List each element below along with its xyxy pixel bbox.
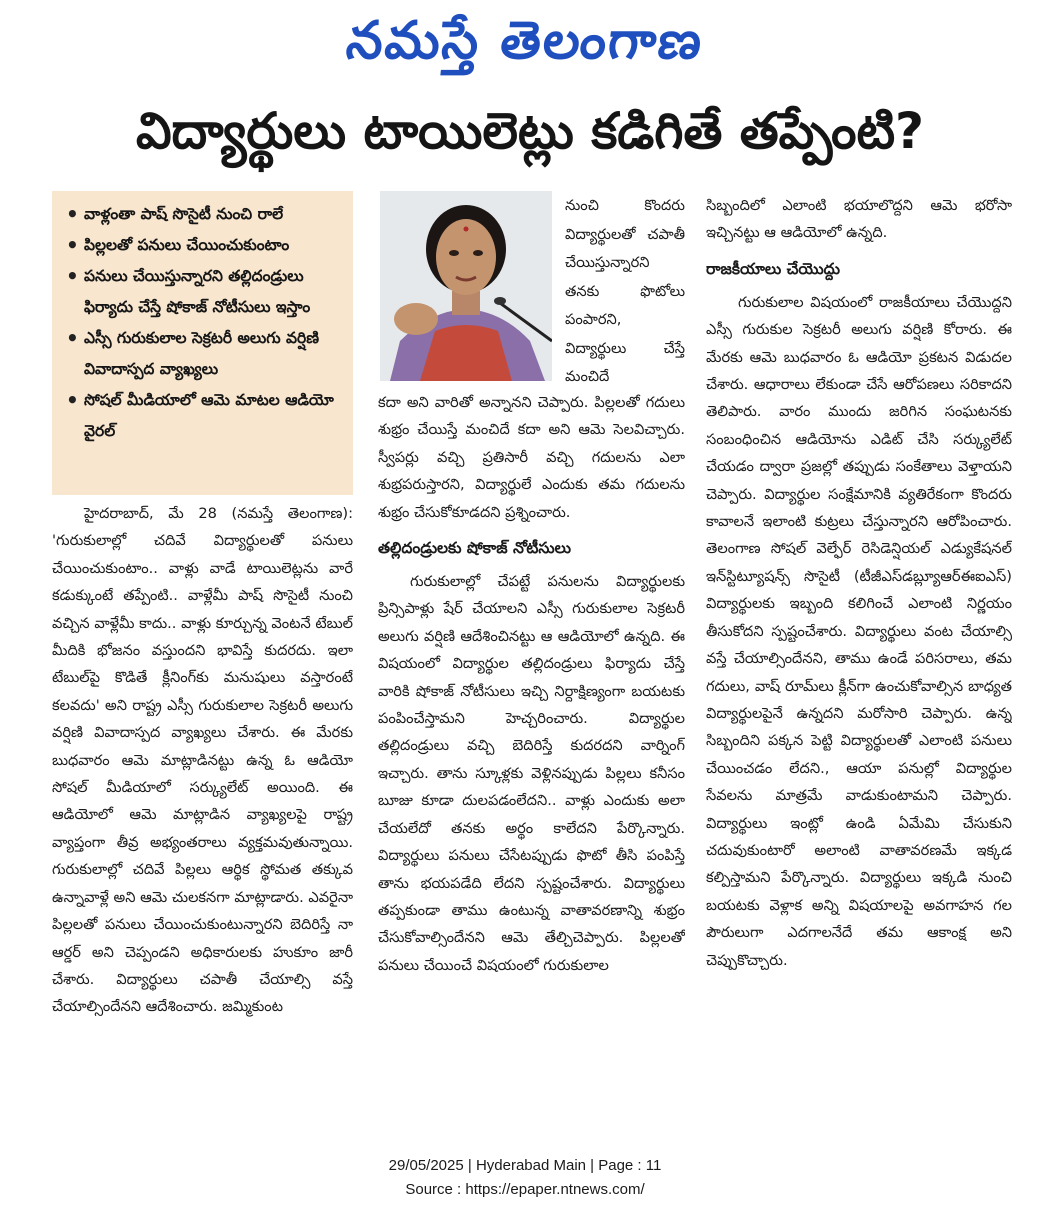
article-column-3 bbox=[706, 192, 1012, 1122]
footer-source-link[interactable]: Source : https://epaper.ntnews.com/ bbox=[405, 1181, 645, 1198]
highlight-item: • వాళ్లంతా పాష్ సొసైటీ నుంచి రాలే bbox=[62, 199, 347, 230]
cropped-left-edge bbox=[0, 110, 12, 1090]
newspaper-masthead: నమస్తే తెలంగాణ bbox=[343, 11, 707, 71]
highlight-item: • పనులు చేయిస్తున్నారని తల్లిదండ్రులు ఫిర్యాదు చేస్తే షోకాజ్ నోటీసులు ఇస్తాం bbox=[62, 261, 347, 323]
article-paragraph: హైదరాబాద్, మే 28 (నమస్తే తెలంగాణ): 'గురుకులాల్లో చదివే విద్యార్థులతో పనులు చేయించుకుంటాం.. వాళ్లు వాడే టాయిలెట్లను వారే కడుక్కుంటే తప్పేంటి.. వాళ్లేమీ పాష్ సొసైటీ నుంచి వచ్చిన వాళ్లేమీ కాదు.. వాళ్లు కూర్చున్న వెంటనే టేబుల్ మీదికి భోజనం వస్తుందని భావిస్తే కుదరదు. ఇలా టేబుల్‌పై కొడితే క్లీనింగ్‌కు మనుషులు వస్తారంటే కలవదు' అని రాష్ట్ర ఎస్సీ గురుకులాల సెక్రటరీ అలుగు వర్షిణి వివాదాస్పద వ్యాఖ్యలు చేశారు. ఈ మేరకు బుధవారం ఆమె మాట్లాడినట్టు ఉన్న ఓ ఆడియో సోషల్ మీడియాలో సర్క్యులేట్ అయింది. ఈ ఆడియోలో ఆమె మాట్లాడిన వ్యాఖ్యలపై రాష్ట్ర వ్యాప్తంగా తీవ్ర అభ్యంతరాలు వ్యక్తమవుతున్నాయి. గురుకులాల్లో చదివే పిల్లలు ఆర్థిక స్థోమత తక్కువ ఉన్నావాళ్లే అని ఆమె చులకనగా మాట్లాడారు. ఎవరైనా పిల్లలతో పనులు చేయించుకుంటున్నారని బెదిరిస్తే నా ఆర్డర్ అని చెప్పండని అధికారులకు హుకూం జారీ చేశారు. విద్యార్థులు చపాతీ చేయాల్సి వస్తే చేయాల్సిందేనని ఆదేశించారు. జమ్మికుంట bbox=[52, 505, 353, 1016]
footer-date-edition: 29/05/2025 | Hyderabad Main | Page : 11 bbox=[388, 1157, 662, 1174]
highlight-item: • పిల్లలతో పనులు చేయించుకుంటాం bbox=[62, 230, 347, 261]
article-paragraph: కదా అని వారితో అన్నానని చెప్పారు. పిల్లలతో గదులు శుభ్రం చేయిస్తే మంచిదే కదా అని ఆమె సెలవిచ్చారు. స్వీపర్లు వచ్చి ప్రతిసారీ వచ్చి గదులను ఎలా శుభ్రపరుస్తారని, విద్యార్థులే ఎందుకు తమ గదులను శుభ్రం చేసుకోకూడదని ప్రశ్నించారు. bbox=[378, 394, 685, 521]
article-headline: విద్యార్థులు టాయిలెట్లు కడిగితే తప్పేంటి? bbox=[135, 102, 925, 160]
article-photo bbox=[380, 191, 552, 381]
article-column-2 bbox=[378, 389, 685, 1149]
subheading-showcause-notices: తల్లిదండ్రులకు షోకాజ్ నోటీసులు bbox=[378, 539, 571, 558]
article-paragraph: సిబ్బందిలో ఎలాంటి భయాలొద్దని ఆమె భరోసా ఇచ్చినట్టు ఆ ఆడియోలో ఉన్నది. bbox=[706, 197, 1012, 242]
highlight-item: • ఎస్సీ గురుకులాల సెక్రటరీ అలుగు వర్షిణి వివాదాస్పద వ్యాఖ్యలు bbox=[62, 323, 347, 385]
highlights-box bbox=[52, 191, 353, 495]
highlight-item: • సోషల్ మీడియాలో ఆమె మాటల ఆడియో వైరల్ bbox=[62, 385, 347, 447]
article-column-2-beside-photo bbox=[565, 192, 685, 392]
article-paragraph: నుంచి కొందరు విద్యార్థులతో చపాతీ చేయిస్తున్నారని తనకు ఫొటోలు పంపారని, విద్యార్థులు చేస్తే మంచిదే bbox=[565, 197, 685, 385]
article-paragraph: గురుకులాల్లో చేపట్టే పనులను విద్యార్థులకు ప్రిన్సిపాళ్లు షేర్ చేయాలని ఎస్సీ గురుకులాల సెక్రటరీ అలుగు వర్షిణి ఆదేశించినట్టు ఆ ఆడియోలో ఉన్నది. ఈ విషయంలో విద్యార్థుల తల్లిదండ్రులు ఫిర్యాదు చేస్తే వారికి షోకాజ్ నోటీసులు ఇచ్చి నిర్దాక్షిణ్యంగా బయటకు పంపించేస్తామని హెచ్చరించారు. విద్యార్థుల తల్లిదండ్రులు వచ్చి బెదిరిస్తే కుదరదని వార్నింగ్ ఇచ్చారు. తాను స్కూళ్లకు వెళ్లినప్పుడు పిల్లలు కనీసం బూజు కూడా దులపడంలేదని.. వాళ్లు ఎందుకు అలా చేయలేదో తనకు అర్థం కాలేదని పేర్కొన్నారు. విద్యార్థులు పనులు చేసేటప్పుడు ఫొటో తీసి పంపిస్తే తాను భయపడేది లేదని స్పష్టంచేశారు. విద్యార్థులు తప్పకుండా తాము ఉంటున్న వాతావరణాన్ని శుభ్రం చేసుకోవాల్సిందేనని ఆమె తేల్చిచెప్పారు. పిల్లలతో పనులు చేయించే విషయంలో గురుకులాల bbox=[378, 573, 685, 974]
article-column-1 bbox=[52, 500, 353, 1140]
subheading-no-politics: రాజకీయాలు చేయొద్దు bbox=[706, 259, 840, 278]
woman-speaking-photo-icon bbox=[380, 191, 552, 381]
article-paragraph: గురుకులాల విషయంలో రాజకీయాలు చేయొద్దని ఎస్సీ గురుకుల సెక్రటరీ అలుగు వర్షిణి కోరారు. ఈ మేరకు ఆమె బుధవారం ఓ ఆడియో ప్రకటన విడుదల చేశారు. ఆధారాలు లేకుండా చేసే ఆరోపణలు సరికాదని తెలిపారు. వారం ముందు జరిగిన సంఘటనకు సంబంధించిన ఆడియోను ఎడిట్ చేసి సర్క్యులేట్ చేయడం ద్వారా ప్రజల్లో తప్పుడు సంకేతాలు వెళ్తాయని చెప్పారు. విద్యార్థుల సంక్షేమానికి వ్యతిరేకంగా కొందరు కావాలనే ఇలాంటి కుట్రలు చేస్తున్నారని ఆరోపించారు. తెలంగాణ సోషల్ వెల్ఫేర్ రెసిడెన్షియల్ ఎడ్యుకేషనల్ ఇన్‌స్టిట్యూషన్స్ సొసైటీ (టీజీఎస్‌డబ్ల్యూఆర్‌ఈఐఎస్) విద్యార్థులకు ఇబ్బంది కలిగించే ఎలాంటి నిర్ణయం తీసుకోదని స్పష్టంచేశారు. విద్యార్థులు వంట చేయాల్సి వస్తే చేయాల్సిందేనని, తాము ఉండే పరిసరాలు, తమ గదులు, వాష్ రూమ్‌లు క్లీన్‌గా ఉంచుకోవాల్సిన బాధ్యత విద్యార్థులపైనే ఉన్నదని మరోసారి చెప్పారు. ఉన్న సిబ్బందిని పక్కన పెట్టి విద్యార్థులతో ఎలాంటి పనులు చేయించడం లేదని., ఆయా పనుల్లో విద్యార్థుల సేవలను మాత్రమే వాడుకుంటామని చెప్పారు. విద్యార్థులు ఇంట్లో ఉండి ఏమేమి చేసుకుని చదువుకుంటారో అలాంటి వాతావరణమే ఇక్కడ కల్పిస్తామని పేర్కొన్నారు. విద్యార్థులు ఇక్కడి నుంచి బయటకు వెళ్లాక అన్ని విషయాలపై అవగాహన గల పౌరులుగా ఎదగాలనేదే తమ ఆకాంక్ష అని చెప్పుకొచ్చారు. bbox=[706, 293, 1012, 969]
